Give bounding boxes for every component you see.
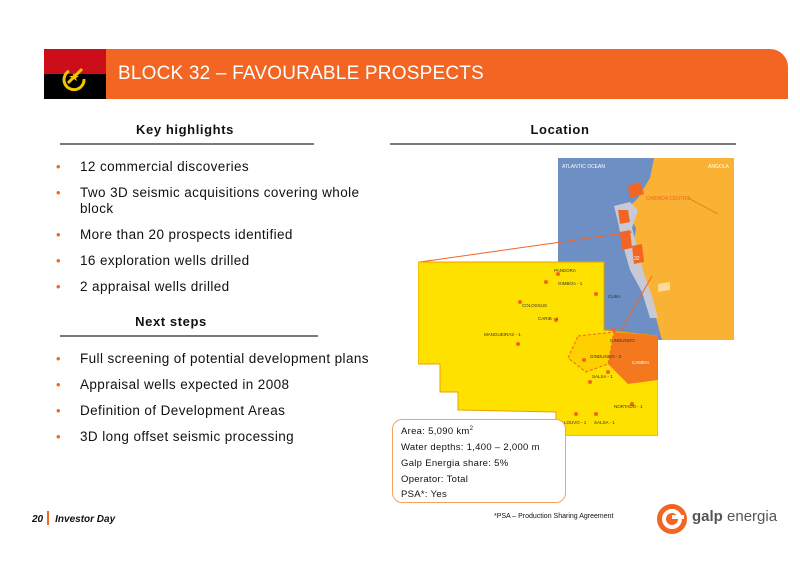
well-label: GIMBOA - 1 xyxy=(558,281,583,286)
well-label: NORTADO - 1 xyxy=(614,404,643,409)
area-text: Area: 5,090 $km^2$ xyxy=(401,426,474,438)
well-label: SALSA - 1 xyxy=(592,374,613,379)
share-text: Galp Energia share: 5% xyxy=(401,458,509,469)
block-label: 32 xyxy=(634,256,640,262)
page-title: BLOCK 32 – FAVOURABLE PROSPECTS xyxy=(118,63,484,84)
list-item: • 12 commercial discoveries xyxy=(54,159,374,175)
galp-logo-icon xyxy=(652,499,692,544)
list-item: • More than 20 prospects identified xyxy=(54,227,374,243)
psa-text: PSA*: Yes xyxy=(401,489,448,500)
footer-left xyxy=(32,511,115,525)
well-label: GINDUNGO - 2 xyxy=(590,354,622,359)
event-name: Investor Day xyxy=(55,514,116,525)
cabinda-label: CABINDA CENTRO xyxy=(646,196,691,202)
list-item: • Appraisal wells expected in 2008 xyxy=(54,377,374,393)
well-label: CUBA xyxy=(608,294,621,299)
block-info-box xyxy=(392,419,566,503)
well-label: CARIB - 1 xyxy=(538,316,559,321)
well-label: LOUVO - 1 xyxy=(564,420,587,425)
well-label: SALSA - 1 xyxy=(594,420,615,425)
ocean-label: ATLANTIC OCEAN xyxy=(562,164,605,170)
well-label: GINDUNGO xyxy=(610,338,635,343)
list-item: • Full screening of potential development plans xyxy=(54,351,374,367)
list-item: • Two 3D seismic acquisitions covering whole block xyxy=(54,185,374,217)
country-label: ANGOLA xyxy=(708,164,729,170)
page-number: 20 xyxy=(32,514,44,525)
well-label: MANGUEIRAS - 1 xyxy=(484,332,521,337)
block-32-map xyxy=(418,260,658,436)
well-label: PANDORA xyxy=(554,268,576,273)
water-depth-text: Water depths: 1,400 – 2,000 m xyxy=(401,442,540,453)
footer-divider xyxy=(47,511,49,525)
well-label: COLOSSUS xyxy=(522,303,548,308)
operator-text: Operator: Total xyxy=(401,474,469,485)
list-item: • 16 exploration wells drilled xyxy=(54,253,374,269)
list-item: • Definition of Development Areas xyxy=(54,403,374,419)
next-steps-heading: Next steps xyxy=(135,314,207,329)
list-item: • 2 appraisal wells drilled xyxy=(54,279,374,295)
galp-logo-text: galp energia xyxy=(692,508,778,525)
well-label: CAMEIA xyxy=(632,360,650,365)
location-heading: Location xyxy=(530,122,590,137)
key-highlights-heading: Key highlights xyxy=(136,122,234,137)
psa-footnote: *PSA – Production Sharing Agreement xyxy=(494,513,614,520)
list-item: • 3D long offset seismic processing xyxy=(54,429,374,445)
